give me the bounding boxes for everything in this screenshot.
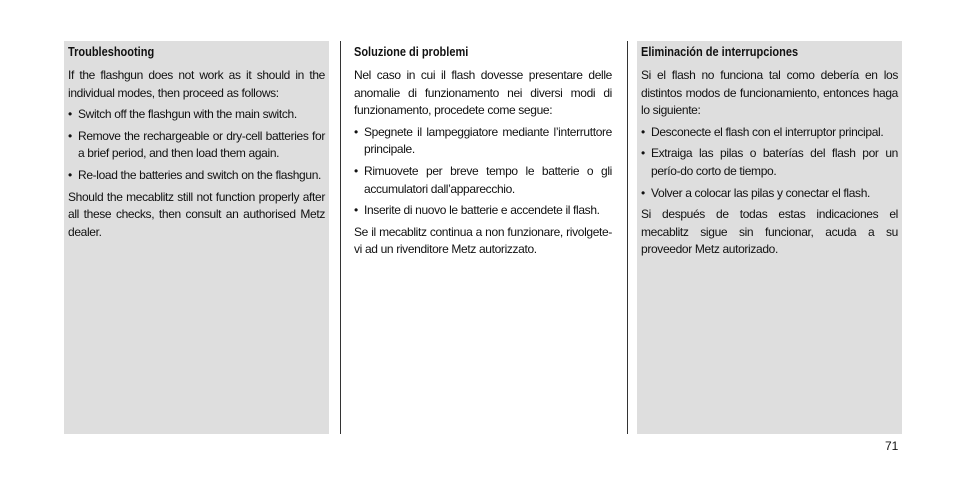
section-heading: Troubleshooting [68, 45, 155, 59]
troubleshooting-column-spanish [637, 41, 902, 434]
closing-paragraph: Se il mecablitz continua a non funzionare, rivolgete-vi ad un rivenditore Metz autorizzato. [354, 224, 612, 257]
step-list [354, 124, 612, 220]
bullet-icon: • [641, 146, 645, 161]
list-item: • Desconecte el flash con el interruptor principal. [641, 124, 898, 142]
list-item: • Remove the rechargeable or dry-cell batteries for a brief period, and then load them again. [68, 128, 325, 161]
bullet-icon: • [641, 124, 645, 139]
bullet-icon: • [68, 107, 72, 122]
bullet-icon: • [354, 163, 358, 178]
section-heading: Eliminación de interrupciones [641, 45, 799, 59]
bullet-icon: • [68, 167, 72, 182]
list-item: • Rimuovete per breve tempo le batterie o gli accumulatori dall’apparecchio. [354, 163, 612, 196]
list-item: • Switch off the flashgun with the main switch. [68, 106, 325, 124]
bullet-icon: • [354, 124, 358, 139]
list-item: • Spegnete il lampeggiatore mediante l’interruttore principale. [354, 124, 612, 157]
intro-paragraph: Si el flash no funciona tal como debería en los distintos modos de funcionamiento, entonces haga lo siguiente: [641, 68, 898, 118]
list-item: • Re-load the batteries and switch on the flashgun. [68, 167, 325, 185]
list-item: • Inserite di nuovo le batterie e accendete il flash. [354, 202, 612, 220]
bullet-icon: • [354, 203, 358, 218]
closing-paragraph: Si después de todas estas indicaciones el mecablitz sigue sin funcionar, acuda a su proveedor Metz autorizado. [641, 207, 898, 257]
column-divider [627, 41, 628, 434]
list-item: • Extraiga las pilas o baterías del flash por un perío-do corto de tiempo. [641, 146, 898, 178]
closing-paragraph: Should the mecablitz still not function properly after all these checks, then consult an authorised Metz dealer. [68, 189, 325, 239]
column-divider [340, 41, 341, 434]
bullet-icon: • [68, 128, 72, 143]
bullet-icon: • [641, 185, 645, 200]
section-heading: Soluzione di problemi [354, 45, 469, 59]
step-list [641, 124, 898, 202]
page-number: 71 [885, 439, 899, 453]
intro-paragraph: Nel caso in cui il flash dovesse presentare delle anomalie di funzionamento nei diversi modi di funzionamento, procedete come segue: [354, 68, 612, 118]
intro-paragraph: If the flashgun does not work as it should in the individual modes, then proceed as follows: [68, 68, 325, 100]
troubleshooting-column-italian [350, 41, 616, 434]
list-item: • Volver a colocar las pilas y conectar el flash. [641, 185, 898, 203]
troubleshooting-column-english [64, 41, 329, 434]
step-list [68, 106, 325, 184]
